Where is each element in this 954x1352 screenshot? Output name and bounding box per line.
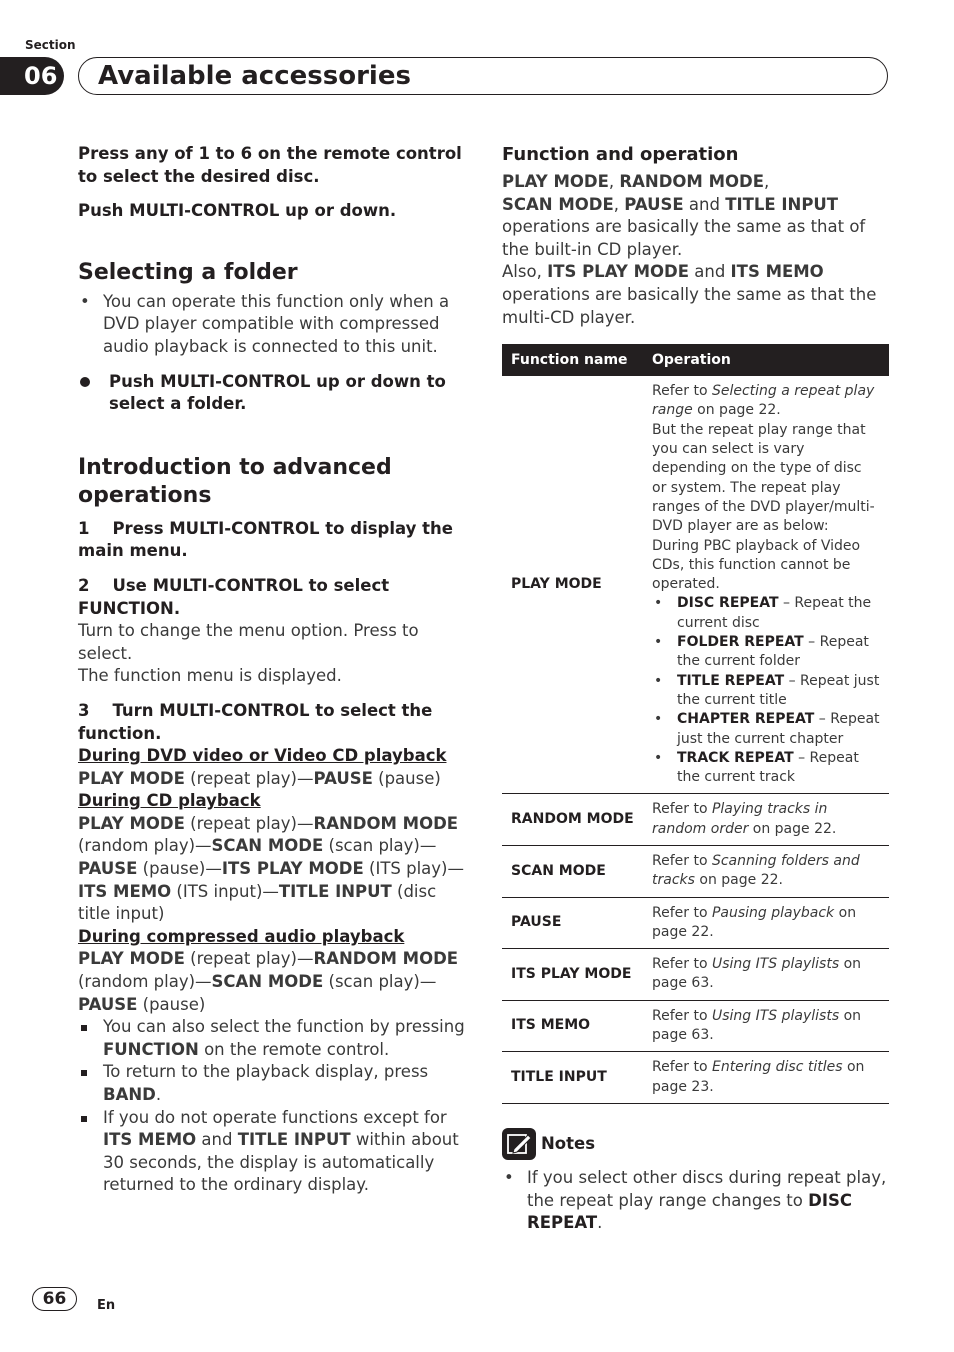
step-1: 1 Press MULTI-CONTROL to display the main menu. bbox=[78, 518, 459, 561]
function-name-cell: ITS MEMO bbox=[502, 1000, 643, 1052]
section-label: Section bbox=[25, 38, 76, 52]
table-row bbox=[502, 897, 889, 949]
repeat-option: • FOLDER REPEAT – Repeat the current folder bbox=[652, 633, 880, 672]
heading-selecting-folder: Selecting a folder bbox=[78, 259, 298, 285]
table-row bbox=[502, 1000, 889, 1052]
function-name-cell: SCAN MODE bbox=[502, 845, 643, 897]
table-row bbox=[502, 794, 889, 846]
right-column bbox=[502, 143, 889, 1235]
notes-label: Notes bbox=[541, 1133, 596, 1153]
dvd-play-mode: PLAY MODE bbox=[78, 768, 185, 788]
table-row-play-mode bbox=[502, 376, 889, 794]
compressed-function-list: PLAY MODE (repeat play)—RANDOM MODE (random play)—SCAN MODE (scan play)—PAUSE (pause) bbox=[78, 949, 459, 1014]
function-name-cell: ITS PLAY MODE bbox=[502, 949, 643, 1001]
function-paragraph-2: Also, ITS PLAY MODE and ITS MEMO operations are basically the same as that the multi-CD player. bbox=[502, 262, 877, 327]
function-name-cell: RANDOM MODE bbox=[502, 794, 643, 846]
instruction-select-disc: Press any of 1 to 6 on the remote control to select the desired disc. bbox=[78, 144, 462, 186]
pencil-note-icon bbox=[502, 1128, 536, 1160]
operation-cell: Refer to Selecting a repeat play range on page 22. But the repeat play range that you can select is vary depending on the type of disc or system. The repeat play ranges of the DVD player/multi-DVD player are as below: During PBC playback of Video CDs, this function cannot be operated. • DISC REPEAT – Repeat the current disc • FOLDER REPEAT – Repeat the current folder • TITLE REPEAT – Repeat just the current title • CHAPTER REPEAT – Repeat just the current chapter • TRACK REPEAT – Repeat the current track bbox=[643, 376, 889, 794]
function-table bbox=[502, 344, 889, 1104]
cd-function-list: PLAY MODE (repeat play)—RANDOM MODE (random play)—SCAN MODE (scan play)—PAUSE (pause)—ITS PLAY MODE (ITS play)—ITS MEMO (ITS input)—TITLE INPUT (disc title input) bbox=[78, 813, 464, 924]
heading-intro-advanced: Introduction to advanced operations bbox=[78, 454, 392, 508]
dvd-function-list: PLAY MODE (repeat play)—PAUSE (pause) bbox=[78, 768, 441, 788]
repeat-option: • DISC REPEAT – Repeat the current disc bbox=[652, 594, 880, 633]
step-2-body-1: Turn to change the menu option. Press to select. bbox=[78, 621, 419, 663]
section-number-badge: 06 bbox=[0, 57, 64, 95]
notes-header bbox=[502, 1128, 889, 1160]
table-row bbox=[502, 1052, 889, 1104]
function-paragraph-1: PLAY MODE, RANDOM MODE, SCAN MODE, PAUSE and TITLE INPUT operations are basically the same as that of the built-in CD player. bbox=[502, 172, 866, 259]
operation-cell: Refer to Using ITS playlists on page 63. bbox=[643, 1000, 889, 1052]
cd-playback-heading: During CD playback bbox=[78, 791, 261, 811]
dvd-pause: PAUSE bbox=[313, 768, 373, 788]
table-header-function-name: Function name bbox=[502, 344, 643, 376]
function-name-cell: TITLE INPUT bbox=[502, 1052, 643, 1104]
operation-cell: Refer to Using ITS playlists on page 63. bbox=[643, 949, 889, 1001]
repeat-option: • TRACK REPEAT – Repeat the current track bbox=[652, 749, 880, 788]
compressed-playback-heading: During compressed audio playback bbox=[78, 926, 405, 946]
table-row bbox=[502, 949, 889, 1001]
operation-cell: Refer to Pausing playback on page 22. bbox=[643, 897, 889, 949]
step-3: 3 Turn MULTI-CONTROL to select the function. bbox=[78, 700, 439, 743]
heading-function-operation: Function and operation bbox=[502, 144, 739, 165]
table-header-operation: Operation bbox=[643, 344, 889, 376]
note-timeout: If you do not operate functions except for ITS MEMO and TITLE INPUT within about 30 seconds, the display is automatically returned to the ordinary display. bbox=[78, 1107, 466, 1197]
folder-instruction: Push MULTI-CONTROL up or down to select a folder. bbox=[78, 371, 466, 416]
page-title: Available accessories bbox=[98, 61, 411, 91]
folder-bullet: • You can operate this function only when a DVD player compatible with compressed audio playback is connected to this unit. bbox=[78, 291, 466, 359]
operation-cell: Refer to Entering disc titles on page 23. bbox=[643, 1052, 889, 1104]
operation-cell: Refer to Scanning folders and tracks on page 22. bbox=[643, 845, 889, 897]
instruction-push-control: Push MULTI-CONTROL up or down. bbox=[78, 201, 397, 221]
left-column bbox=[78, 143, 466, 1197]
dvd-playback-heading: During DVD video or Video CD playback bbox=[78, 746, 447, 766]
step-2: 2 Use MULTI-CONTROL to select FUNCTION. bbox=[78, 575, 395, 618]
language-code: En bbox=[97, 1298, 116, 1313]
function-name-cell: PAUSE bbox=[502, 897, 643, 949]
step-2-body-2: The function menu is displayed. bbox=[78, 666, 342, 686]
page-number: 66 bbox=[32, 1287, 77, 1311]
repeat-option: • TITLE REPEAT – Repeat just the current title bbox=[652, 672, 880, 711]
repeat-option: • CHAPTER REPEAT – Repeat just the current chapter bbox=[652, 710, 880, 749]
note-repeat-range: • If you select other discs during repeat play, the repeat play range changes to DISC REPEAT. bbox=[502, 1167, 889, 1235]
operation-cell: Refer to Playing tracks in random order on page 22. bbox=[643, 794, 889, 846]
table-row bbox=[502, 845, 889, 897]
note-function-button: You can also select the function by pressing FUNCTION on the remote control. bbox=[78, 1016, 466, 1061]
function-name-cell: PLAY MODE bbox=[502, 376, 643, 794]
note-band-button: To return to the playback display, press BAND. bbox=[78, 1061, 466, 1106]
